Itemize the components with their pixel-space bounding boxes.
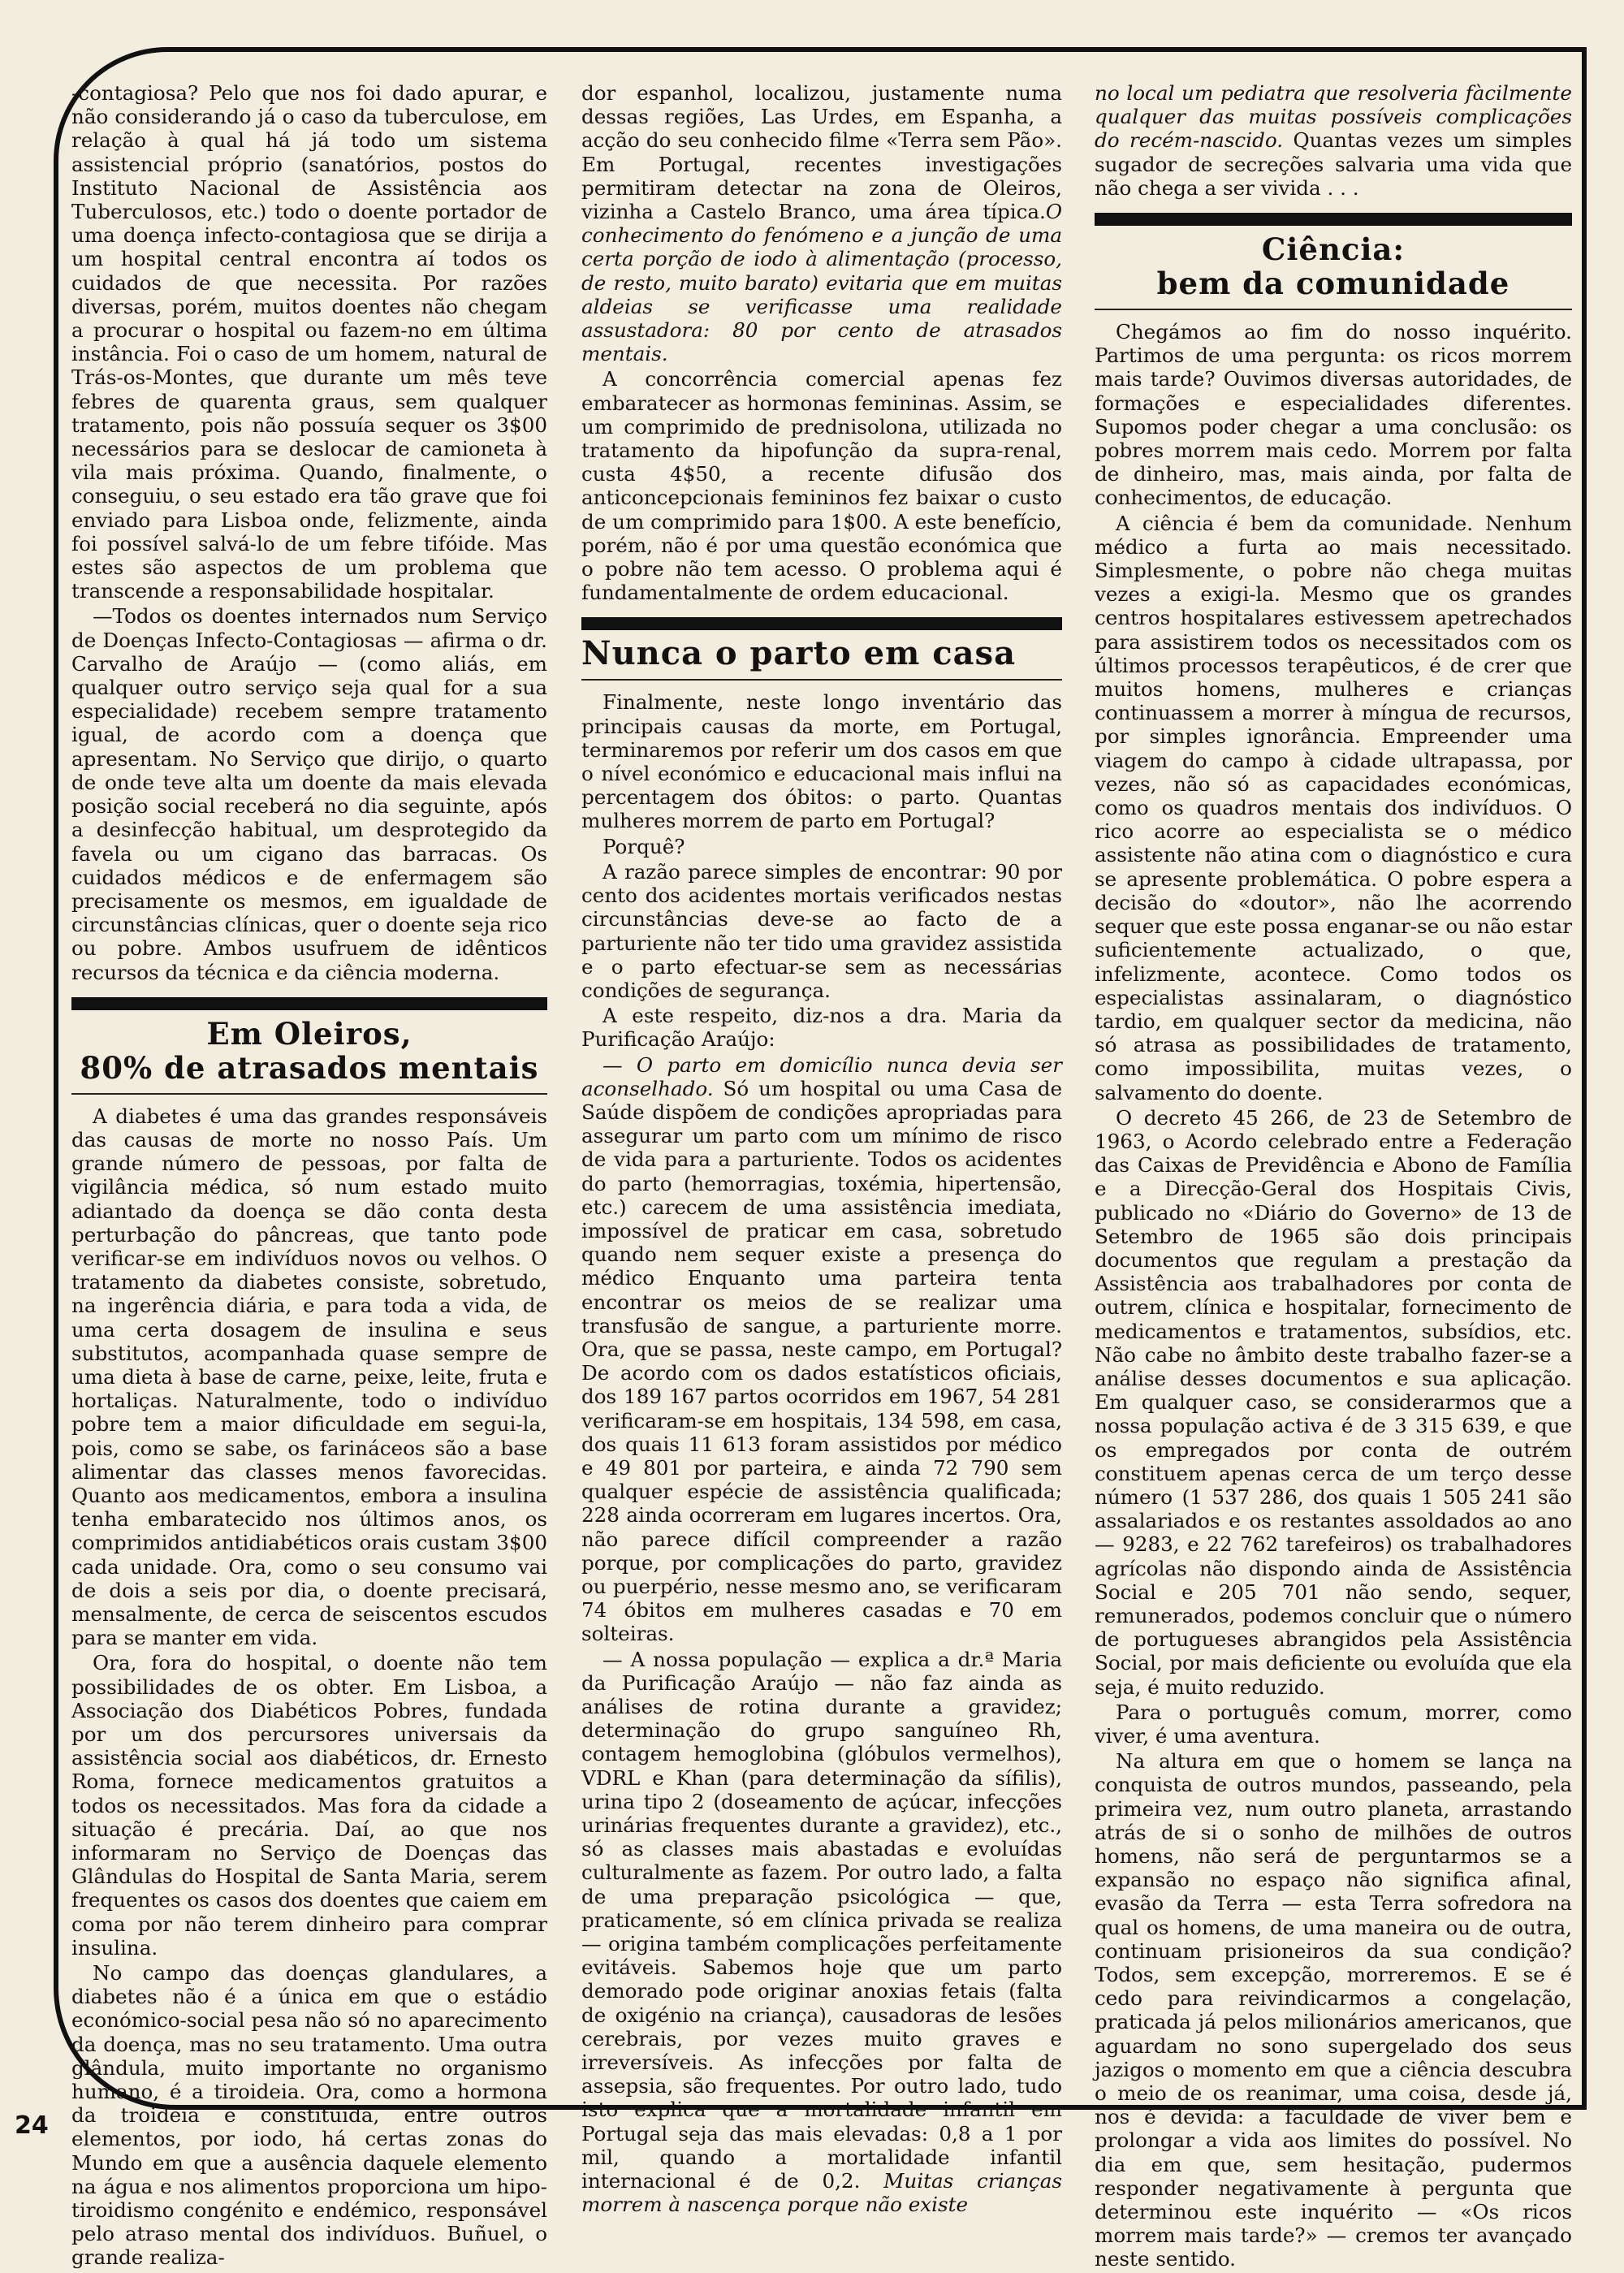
paragraph [1095, 81, 1572, 200]
heading-line: Em Oleiros, [206, 1015, 412, 1052]
paragraph: Para o português comum, morrer, como viver, é uma aventura. [1095, 1700, 1572, 1748]
paragraph: Ora, fora do hospital, o doente não tem possibilidades de os obter. Em Lisboa, a Associação dos Diabéticos Pobres, fundada por um dos percursores universais da assistência social aos diabéticos, dr. Ernesto Roma, fornece medicamentos gratuitos a todos os necessitados. Mas fora da cidade a situação é precária. Daí, ao que nos informaram no Serviço de Doenças das Glândulas do Hospital de Santa Maria, serem frequentes os casos dos doentes que caiem em coma por não terem dinheiro para comprar insulina. [71, 1651, 547, 1960]
divider [1095, 309, 1572, 310]
heading-line: bem da comunidade [1156, 266, 1510, 302]
paragraph: Na altura em que o homem se lança na conquista de outros mundos, passeando, pela primeira vez, num outro planeta, arrastando atrás de si o sonho de milhões de outros homens, não será de perguntarmos se a expansão no espaço não significa afinal, evasão da Terra — esta Terra sofredora na qual os homens, de uma maneira ou de outra, continuam prisioneiros da sua condição? Todos, sem excepção, morreremos. E se é cedo para reivindicarmos a congelação, praticada já pelos milionários americanos, que aguardam no sono supergelado dos seus jazigos o momento em que a ciência descubra o meio de os reanimar, uma coisa, desde já, nos é devida: a faculdade de viver bem e prolongar a vida aos limites do possível. No dia em que, sem hesitação, pudermos responder negativamente à pergunta que determinou este inquérito — «Os ricos morrem mais tarde?» — cremos ter avançado neste sentido. [1095, 1749, 1572, 2271]
text-span: — A nossa população — explica a dr.ª Maria da Purificação Araújo — não faz ainda as análises de rotina durante a gravidez; determinação do grupo sanguíneo Rh, contagem hemoglobina (glóbulos vermelhos), VDRL e Khan (para determinação da sífilis), urina tipo 2 (doseamento de açúcar, infecções urinárias frequentes durante a gravidez), etc., só as classes mais abastadas e evoluídas culturalmente as fazem. Por outro lado, a falta de uma preparação psicológica — que, praticamente, só em clínica privada se realiza — origina também complicações perfeitamente evitáveis. Sabemos hoje que um parto demorado pode originar anoxias fetais (falta de oxigénio na criança), causadoras de lesões cerebrais, por vezes muito graves e irreversíveis. As infecções por falta de assepsia, são frequentes. Por outro lado, tudo isto explica que a mortalidade infantil em Portugal seja das mais elevadas: 0,8 a 1 por mil, quando a mortalidade infantil internacional é de 0,2. [581, 1647, 1062, 2193]
heading-line: 80% de atrasados mentais [80, 1049, 539, 1086]
section-heading-oleiros [71, 1017, 547, 1085]
paragraph [581, 81, 1062, 365]
section-bar [71, 997, 547, 1010]
paragraph: —Todos os doentes internados num Serviço de Doenças Infecto-Contagiosas — afirma o dr. Carvalho de Araújo — (como aliás, em qualquer outro serviço seja qual for a sua especialidade) recebem sempre tratamento igual, de acordo com a doença que apresentam. No Serviço que dirijo, o quarto de onde teve alta um doente da mais elevada posição social receberá no dia seguinte, após a desinfecção habitual, um desprotegido da favela ou um cigano das barracas. Os cuidados médicos e de enfermagem são precisamente os mesmos, em igualdade de circunstâncias clínicas, quer o doente seja rico ou pobre. Ambos usufruem de idênticos recursos da técnica e da ciência moderna. [71, 604, 547, 984]
paragraph: Finalmente, neste longo inventário das principais causas da morte, em Portugal, terminaremos por referir um dos casos em que o nível económico e educacional mais influi na percentagem dos óbitos: o parto. Quantas mulheres morrem de parto em Portugal? [581, 690, 1062, 833]
heading-line: Ciência: [1261, 231, 1406, 268]
text-span: dor espanhol, localizou, justamente numa dessas regiões, Las Urdes, em Espanha, a acção do seu conhecido filme «Terra sem Pão». Em Portugal, recentes investigações permitiram detectar na zona de Oleiros, vizinha a Castelo Branco, uma área típica. [581, 81, 1062, 224]
paragraph: Chegámos ao fim do nosso inquérito. Partimos de uma pergunta: os ricos morrem mais tarde? Ouvimos diversas autoridades, de formações e especialidades diferentes. Supomos poder chegar a uma conclusão: os pobres morrem mais cedo. Morrem por falta de dinheiro, mas, mais ainda, por falta de conhecimentos, de educação. [1095, 320, 1572, 510]
column-1 [71, 81, 547, 2271]
paragraph: O decreto 45 266, de 23 de Setembro de 1963, o Acordo celebrado entre a Federação das Caixas de Previdência e Abono de Família e a Direcção-Geral dos Hospitais Civis, publicado no «Diário do Governo» de 13 de Setembro de 1965 são dois principais documentos que regulam a prestação da Assistência aos trabalhadores por conta de outrem, clínica e hospitalar, fornecimento de medicamentos e tratamentos, subsídios, etc. Não cabe no âmbito deste trabalho fazer-se a análise desses documentos e sua aplicação. Em qualquer caso, se considerarmos que a nossa população activa é de 3 315 639, e que os empregados por conta de outrém constituem apenas cerca de um terço desse número (1 537 286, dos quais 1 505 241 são assalariados e os restantes assoldados ao ano — 9283, e 22 762 tarefeiros) os trabalhadores agrícolas não dispondo ainda de Assistência Social e 205 701 não sendo, sequer, remunerados, podemos concluir que o número de portugueses abrangidos pela Assistência Social, por mais deficiente ou evoluída que ela seja, é muito reduzido. [1095, 1105, 1572, 1699]
section-bar [1095, 213, 1572, 226]
section-heading-parto: Nunca o parto em casa [581, 634, 1016, 673]
paragraph: No campo das doenças glandulares, a diabetes não é a única em que o estádio económico-social pesa não só no aparecimento da doença, mas no seu tratamento. Uma outra glândula, muito importante no organismo humano, é a tiroideia. Ora, como a hormona da troideia é constituída, entre outros elementos, por iodo, há certas zonas do Mundo em que a ausência daquele elemento na água e nos alimentos proporciona um hipo-tiroidismo congénito e endémico, responsável pelo atraso mental dos indivíduos. Buñuel, o grande realiza- [71, 1961, 547, 2270]
paragraph: A concorrência comercial apenas fez embaratecer as hormonas femininas. Assim, se um comprimido de prednisolona, utilizada no tratamento da hipofunção da supra-renal, custa 4$50, a recente difusão dos anticoncepcionais femininos fez baixar o custo de um comprimido para 1$00. A este benefício, porém, não é por uma questão económica que o pobre não tem acesso. O problema aqui é fundamentalmente de ordem educacional. [581, 367, 1062, 605]
divider [71, 1093, 547, 1095]
paragraph: -contagiosa? Pelo que nos foi dado apurar, e não considerando já o caso da tuberculose, em relação à qual há já todo um sistema assistencial próprio (sanatórios, postos do Instituto Nacional de Assistência aos Tuberculosos, etc.) todo o doente portador de uma doença infecto-contagiosa que se dirija a um hospital central encontra aí todos os cuidados de que necessita. Por razões diversas, porém, muitos doentes não chegam a procurar o hospital ou fazem-no em última instância. Foi o caso de um homem, natural de Trás-os-Montes, que durante um mês teve febres de quarenta graus, sem qualquer tratamento, pois não possuía sequer os 3$00 necessários para se deslocar de camioneta à vila mais próxima. Quando, finalmente, o conseguiu, o seu estado era tão grave que foi enviado para Lisboa onde, felizmente, ainda foi possível salvá-lo de um febre tifóide. Mas estes são aspectos de um problema que transcende a responsabilidade hospitalar. [71, 81, 547, 603]
page-number: 24 [15, 2111, 49, 2140]
italic-text: no local um pediatra que resolveria fàcilmente qualquer das muitas possíveis complicações do recém-nascido. [1095, 81, 1572, 153]
italic-text: Muitas crianças morrem à nascença porque não existe [581, 2169, 1062, 2217]
paragraph: Porquê? [603, 834, 685, 858]
paragraph: A ciência é bem da comunidade. Nenhum médico a furta ao mais necessitado. Simplesmente, o pobre não chega muitas vezes a exigi-la. Mesmo que os grandes centros hospitalares estivessem apetrechados para assistirem todos os necessitados com os últimos processos terapêuticos, é de crer que muitos homens, mulheres e crianças continuassem a morrer à míngua de recursos, por simples ignorância. Empreender uma viagem do campo à cidade ultrapassa, por vezes, não só as capacidades económicas, como os quadros mentais dos indivíduos. O rico acorre ao especialista se o médico assistente não atina com o diagnóstico e cura se apresente problemática. O pobre espera a decisão do «doutor», não lhe acorrendo sequer que este possa enganar-se ou não estar suficientemente actualizado, o que, infelizmente, acontece. Como todos os especialistas assinalaram, o diagnóstico tardio, em qualquer sector da medicina, não só atrasa as possibilidades de tratamento, como impossibilita, muitas vezes, o salvamento do doente. [1095, 511, 1572, 1104]
paragraph: A este respeito, diz-nos a dra. Maria da Purificação Araújo: [581, 1004, 1062, 1052]
text-span: Só um hospital ou uma Casa de Saúde dispõem de condições apropriadas para assegurar um parto com um mínimo de risco de vida para a parturiente. Todos os acidentes do parto (hemorragias, toxémia, hipertensão, etc.) carecem de uma assistência imediata, impossível de praticar em casa, sobretudo quando nem sequer existe a presença do médico Enquanto uma parteira tenta encontrar os meios de se realizar uma transfusão de sangue, a parturiente morre. Ora, que se passa, neste campo, em Portugal? De acordo com os dados estatísticos oficiais, dos 189 167 partos ocorridos em 1967, 54 281 verificaram-se em hospitais, 134 598, em casa, dos quais 11 613 foram assistidos por médico e 49 801 por parteira, e ainda 72 790 sem qualquer espécie de assistência qualificada; 228 ainda ocorreram em lugares incertos. Ora, não parece difícil compreender a razão porque, por complicações do parto, gravidez ou puerpério, nesse mesmo ano, se verificaram 74 óbitos em mulheres casadas e 70 em solteiras. [581, 1076, 1062, 1646]
section-bar [581, 617, 1062, 630]
paragraph: A diabetes é uma das grandes responsáveis das causas de morte no nosso País. Um grande número de pessoas, por falta de vigilância médica, só num estado muito adiantado da doença se dão conta desta perturbação do pâncreas, que tanto pode verificar-se em indivíduos novos ou velhos. O tratamento da diabetes consiste, sobretudo, na ingerência diária, e para toda a vida, de uma certa dosagem de insulina e seus substitutos, acompanhada quase sempre de uma dieta à base de carne, peixe, leite, fruta e hortaliças. Naturalmente, todo o indivíduo pobre tem a maior dificuldade em segui-la, pois, como se sabe, os farináceos são a base alimentar das classes menos favorecidas. Quanto aos medicamentos, embora a insulina tenha embaratecido nos últimos anos, os comprimidos antidiabéticos orais custam 3$00 cada unidade. Ora, como o seu consumo vai de dois a seis por dia, o doente precisará, mensalmente, de cerca de seiscentos escudos para se manter em vida. [71, 1104, 547, 1650]
text-span: Quantas vezes um simples sugador de secreções salvaria uma vida que não chega a ser vivida . . . [1095, 128, 1572, 200]
paragraph: A razão parece simples de encontrar: 90 por cento dos acidentes mortais verificados nestas circunstâncias deve-se ao facto de a parturiente não ter tido uma gravidez assistida e o parto efectuar-se sem as necessárias condições de segurança. [581, 859, 1062, 1002]
column-2 [581, 81, 1062, 2218]
section-heading-ciencia [1095, 232, 1572, 300]
italic-text: O conhecimento do fenómeno e a junção de uma certa porção de iodo à alimentação (processo, de resto, muito barato) evitaria que em muitas aldeias se verificasse uma realidade assustadora: 80 por cento de atrasados mentais. [581, 200, 1062, 366]
paragraph [581, 1648, 1062, 2217]
italic-text: — O parto em domicílio nunca devia ser aconselhado. [581, 1052, 1062, 1100]
divider [581, 679, 1062, 681]
paragraph [581, 1053, 1062, 1646]
column-3 [1095, 81, 1572, 2273]
